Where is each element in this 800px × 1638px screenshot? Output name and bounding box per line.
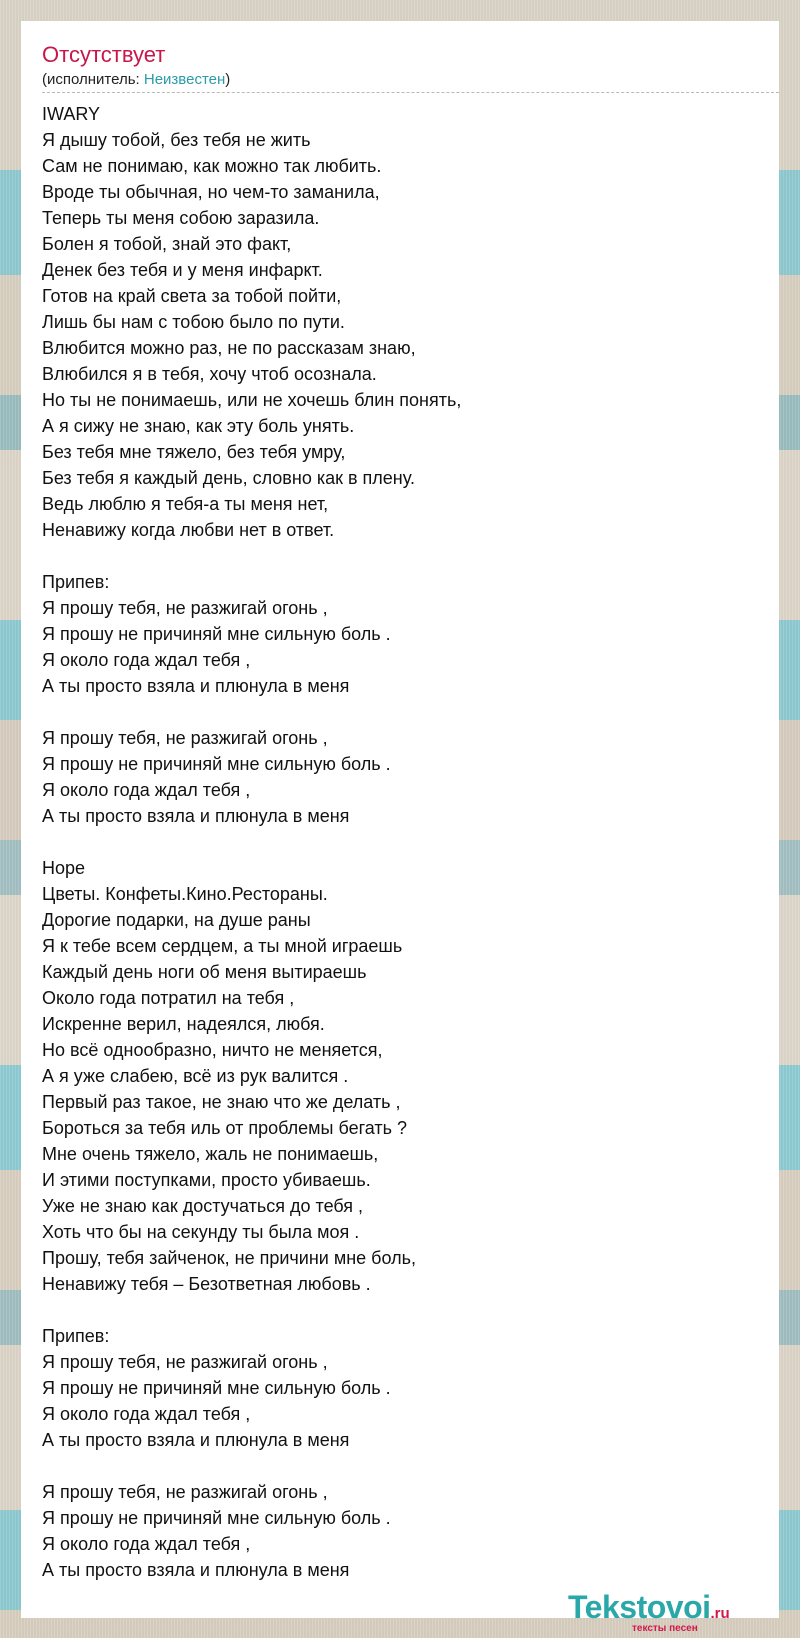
lyric-line: Каждый день ноги об меня вытираешь [42, 962, 367, 982]
lyric-line: Я около года ждал тебя , [42, 650, 251, 670]
lyric-line: Я прошу не причиняй мне сильную боль . [42, 1508, 391, 1528]
lyric-line: Лишь бы нам с тобою было по пути. [42, 312, 345, 332]
site-logo[interactable] [568, 1590, 788, 1635]
lyric-line: Болен я тобой, знай это факт, [42, 234, 292, 254]
lyric-line [42, 1297, 461, 1323]
lyric-line: Я прошу тебя, не разжигай огонь , [42, 728, 328, 748]
lyric-line: IWARY [42, 104, 101, 124]
lyric-line: А ты просто взяла и плюнула в меня [42, 676, 350, 696]
lyrics-card [21, 21, 779, 1634]
lyric-line: Ненавижу когда любви нет в ответ. [42, 520, 335, 540]
lyric-line: Около года потратил на тебя , [42, 988, 295, 1008]
lyric-line [42, 699, 461, 725]
lyric-line [42, 829, 461, 855]
lyrics-text [42, 101, 461, 1583]
lyric-line: Я прошу тебя, не разжигай огонь , [42, 1352, 328, 1372]
lyric-line: Hope [42, 858, 86, 878]
lyric-line: Искренне верил, надеялся, любя. [42, 1014, 325, 1034]
lyric-line: Припев: [42, 1326, 110, 1346]
lyric-line: Сам не понимаю, как можно так любить. [42, 156, 382, 176]
lyric-line: Я прошу тебя, не разжигай огонь , [42, 598, 328, 618]
logo-text: Tekstovoi [568, 1589, 711, 1625]
lyric-line: Ведь люблю я тебя-а ты меня нет, [42, 494, 329, 514]
lyric-line: Без тебя мне тяжело, без тебя умру, [42, 442, 346, 462]
lyric-line: Я дышу тобой, без тебя не жить [42, 130, 311, 150]
lyric-line: Цветы. Конфеты.Кино.Рестораны. [42, 884, 328, 904]
lyric-line: Вроде ты обычная, но чем-то заманила, [42, 182, 380, 202]
lyric-line: Влюбился я в тебя, хочу чтоб осознала. [42, 364, 377, 384]
lyric-line: Но ты не понимаешь, или не хочешь блин понять, [42, 390, 462, 410]
lyric-line: Денек без тебя и у меня инфаркт. [42, 260, 323, 280]
lyric-line: Первый раз такое, не знаю что же делать , [42, 1092, 401, 1112]
lyric-line: Хоть что бы на секунду ты была моя . [42, 1222, 360, 1242]
lyric-line [42, 1453, 461, 1479]
lyric-line: А я сижу не знаю, как эту боль унять. [42, 416, 355, 436]
lyric-line: Ненавижу тебя – Безответная любовь . [42, 1274, 371, 1294]
lyric-line: Я около года ждал тебя , [42, 1404, 251, 1424]
lyric-line: Уже не знаю как достучаться до тебя , [42, 1196, 364, 1216]
lyric-line: Припев: [42, 572, 110, 592]
lyric-line: И этими поступками, просто убиваешь. [42, 1170, 371, 1190]
lyric-line: Прошу, тебя зайченок, не причини мне боль, [42, 1248, 416, 1268]
lyric-line: А ты просто взяла и плюнула в меня [42, 1560, 350, 1580]
logo-tagline: тексты песен [632, 1623, 698, 1634]
lyric-line: А я уже слабею, всё из рук валится . [42, 1066, 349, 1086]
lyric-line: Дорогие подарки, на душе раны [42, 910, 311, 930]
lyric-line: Я прошу тебя, не разжигай огонь , [42, 1482, 328, 1502]
lyric-line: Готов на край света за тобой пойти, [42, 286, 342, 306]
title-divider [42, 92, 779, 93]
lyric-line: Без тебя я каждый день, словно как в плену. [42, 468, 415, 488]
lyric-line: Мне очень тяжело, жаль не понимаешь, [42, 1144, 379, 1164]
lyric-line: Я около года ждал тебя , [42, 1534, 251, 1554]
lyric-line: Я прошу не причиняй мне сильную боль . [42, 624, 391, 644]
lyric-line: А ты просто взяла и плюнула в меня [42, 1430, 350, 1450]
artist-line [42, 71, 230, 89]
lyric-line: Бороться за тебя иль от проблемы бегать ? [42, 1118, 408, 1138]
artist-prefix: (исполнитель: [42, 71, 144, 88]
song-title: Отсутствует [42, 42, 166, 67]
artist-link[interactable]: Неизвестен [143, 71, 226, 88]
lyric-line [42, 543, 461, 569]
lyric-line: Я прошу не причиняй мне сильную боль . [42, 1378, 391, 1398]
lyric-line: Влюбится можно раз, не по рассказам знаю, [42, 338, 416, 358]
lyric-line: Теперь ты меня собою заразила. [42, 208, 320, 228]
lyric-line: Но всё однообразно, ничто не меняется, [42, 1040, 383, 1060]
lyric-line: Я к тебе всем сердцем, а ты мной играешь [42, 936, 403, 956]
lyric-line: Я около года ждал тебя , [42, 780, 251, 800]
lyric-line: А ты просто взяла и плюнула в меня [42, 806, 350, 826]
artist-suffix: ) [225, 71, 231, 88]
lyric-line: Я прошу не причиняй мне сильную боль . [42, 754, 391, 774]
logo-tld: .ru [710, 1605, 730, 1622]
